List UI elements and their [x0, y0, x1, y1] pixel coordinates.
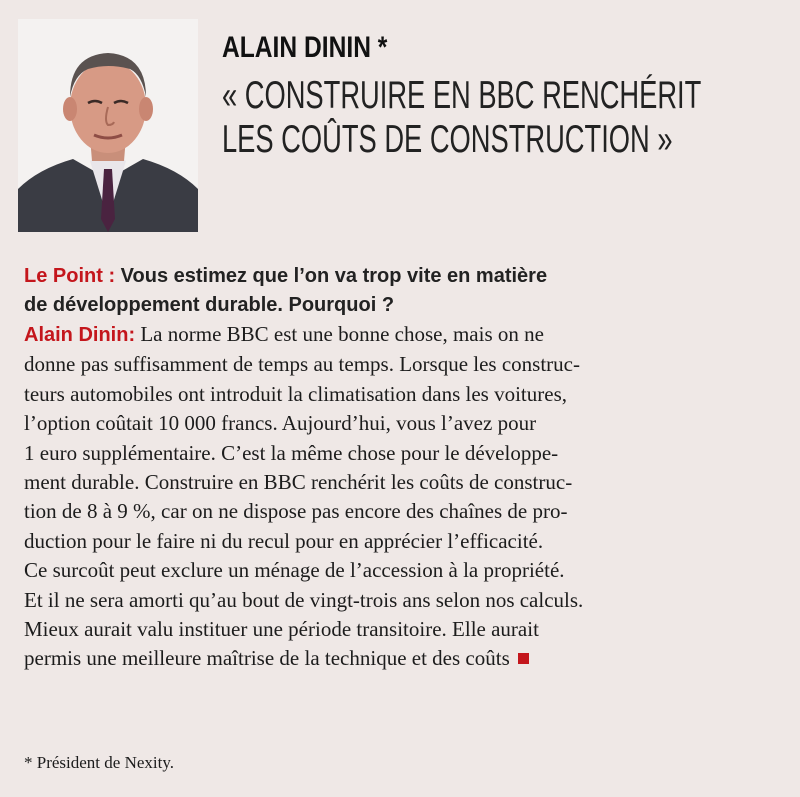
answer-line: duction pour le faire ni du recul pour en apprécier l’efficacité.: [24, 528, 544, 553]
answer-line: [24, 644, 784, 673]
answer-line: 1 euro supplémentaire. C’est la même chose pour le développe-: [24, 440, 559, 465]
red-square-icon: [518, 653, 529, 664]
answer-line: Mieux aurait valu instituer une période transitoire. Elle aurait: [24, 617, 539, 642]
answer-line: Et il ne sera amorti qu’au bout de vingt-trois ans selon nos calculs.: [24, 587, 584, 612]
answer-line: [24, 320, 784, 350]
question-line: de développement durable. Pourquoi ?: [24, 294, 395, 316]
footnote: * Président de Nexity.: [24, 753, 174, 772]
answer-text: permis une meilleure maîtrise de la technique et des coûts: [24, 646, 510, 671]
answer-speaker: Alain Dinin:: [24, 324, 136, 346]
answer-line: teurs automobiles ont introduit la climatisation dans les voitures,: [24, 381, 567, 406]
interview-body: [24, 262, 784, 674]
answer-text: La norme BBC est une bonne chose, mais on ne: [135, 322, 544, 346]
answer-line: tion de 8 à 9 %, car on ne dispose pas encore des chaînes de pro-: [24, 499, 568, 524]
headline-quote: [222, 74, 782, 162]
question-text: Vous estimez que l’on va trop vite en matière: [115, 265, 548, 287]
question-block: [24, 262, 784, 320]
portrait-photo: [18, 19, 198, 232]
answer-line: donne pas suffisamment de temps au temps. Lorsque les construc-: [24, 352, 580, 377]
portrait-illustration: [18, 19, 198, 232]
question-speaker: Le Point :: [24, 265, 116, 287]
answer-line: Ce surcoût peut exclure un ménage de l’accession à la propriété.: [24, 558, 565, 583]
headline-line: « CONSTRUIRE EN BBC RENCHÉRIT: [222, 74, 702, 117]
interviewee-name: ALAIN DININ *: [222, 31, 388, 64]
answer-line: l’option coûtait 10 000 francs. Aujourd’hui, vous l’avez pour: [24, 411, 537, 436]
answer-line: ment durable. Construire en BBC renchérit les coûts de construc-: [24, 470, 573, 495]
answer-block: [24, 320, 784, 674]
question-line: [24, 262, 784, 291]
article-header: [222, 30, 782, 162]
headline-line: LES COÛTS DE CONSTRUCTION »: [222, 118, 673, 161]
